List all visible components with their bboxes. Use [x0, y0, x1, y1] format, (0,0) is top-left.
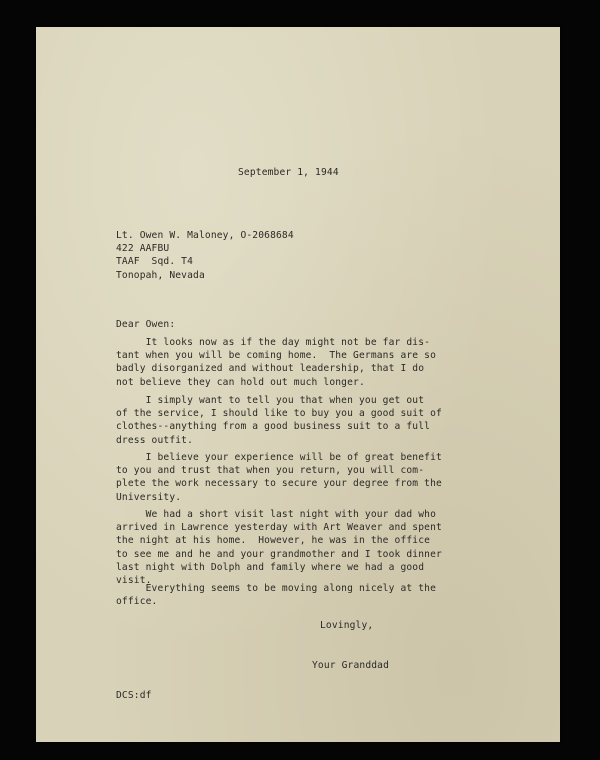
typist-initials: DCS:df — [116, 690, 152, 701]
letter-date: September 1, 1944 — [238, 167, 339, 178]
address-line: Lt. Owen W. Maloney, O-2068684 — [116, 230, 294, 241]
body-line: the night at his home. However, he was in the office — [116, 535, 431, 547]
body-line: University. — [116, 491, 182, 503]
body-line: It looks now as if the day might not be far dis- — [116, 337, 431, 348]
body-line: visit. — [116, 575, 152, 587]
closing: Lovingly, — [320, 620, 374, 631]
letter-page — [36, 27, 560, 742]
body-line: We had a short visit last night with your dad who — [116, 509, 436, 520]
salutation: Dear Owen: — [116, 319, 176, 330]
address-line: 422 AAFBU — [116, 243, 170, 255]
body-line: of the service, I should like to buy you a good suit of — [116, 408, 442, 420]
body-line: clothes--anything from a good business suit to a full — [116, 421, 431, 433]
body-paragraph — [116, 451, 442, 504]
body-line: dress outfit. — [116, 434, 194, 446]
body-paragraph — [116, 508, 442, 587]
body-line: badly disorganized and without leadership, that I do — [116, 363, 425, 375]
body-paragraph — [116, 394, 442, 447]
body-line: to you and trust that when you return, you will com- — [116, 465, 425, 477]
body-line: I simply want to tell you that when you get out — [116, 395, 425, 406]
address-line: TAAF Sqd. T4 — [116, 256, 194, 268]
address-line: Tonopah, Nevada — [116, 269, 205, 281]
body-line: I believe your experience will be of great benefit — [116, 452, 442, 463]
body-line: last night with Dolph and family where we had a good — [116, 561, 425, 573]
body-line: not believe they can hold out much longer. — [116, 376, 365, 388]
body-line: Everything seems to be moving along nicely at the — [116, 583, 436, 594]
body-paragraph — [116, 336, 436, 389]
body-line: tant when you will be coming home. The Germans are so — [116, 350, 436, 362]
body-paragraph — [116, 582, 436, 608]
body-line: arrived in Lawrence yesterday with Art Weaver and spent — [116, 522, 442, 534]
signature: Your Granddad — [312, 660, 390, 671]
recipient-address — [116, 229, 294, 282]
body-line: office. — [116, 596, 158, 608]
body-line: to see me and he and your grandmother and I took dinner — [116, 548, 442, 560]
body-line: plete the work necessary to secure your degree from the — [116, 478, 442, 490]
